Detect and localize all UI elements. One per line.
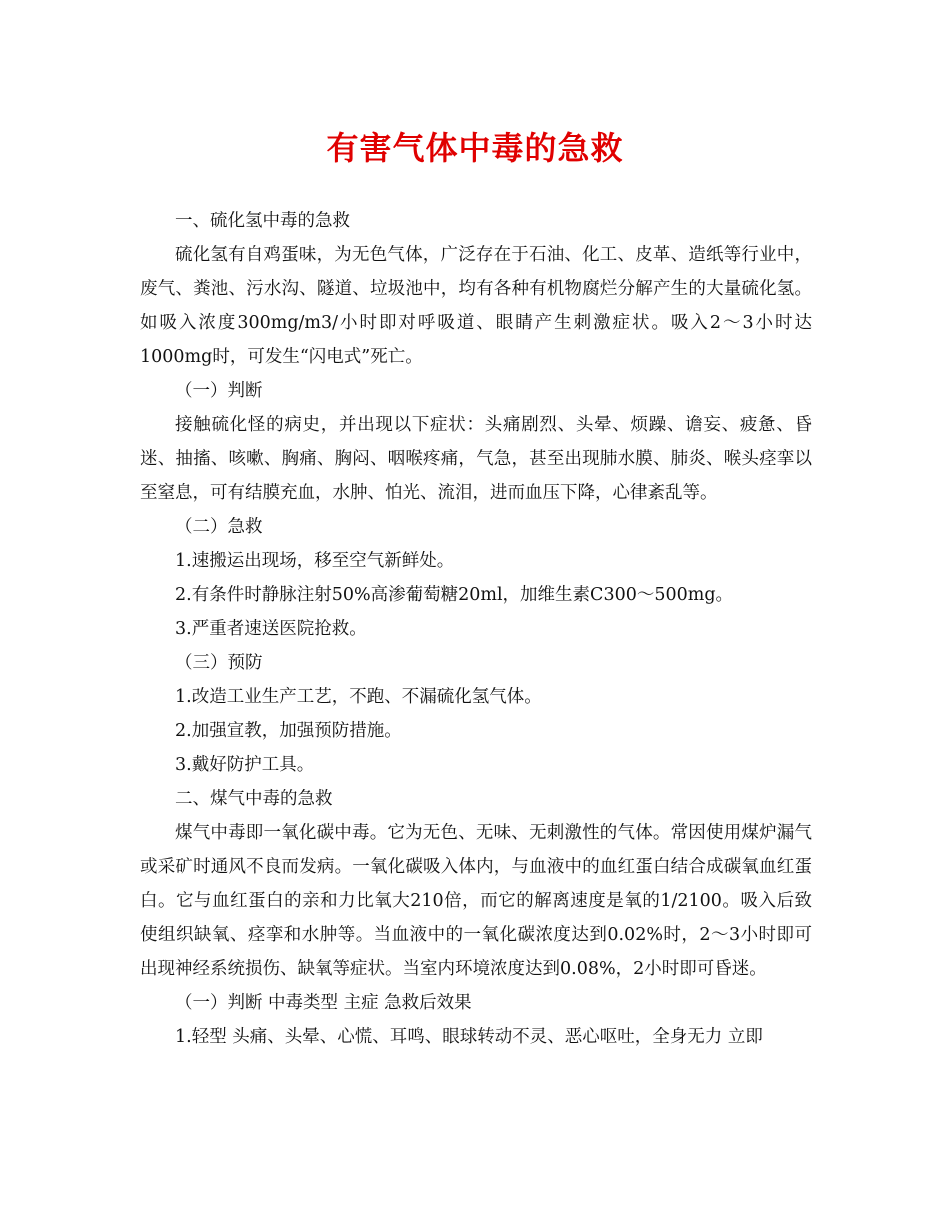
list-item: 1.轻型 头痛、头晕、心慌、耳鸣、眼球转动不灵、恶心呕吐，全身无力 立即 <box>175 1027 763 1047</box>
subsection-heading: （三）预防 <box>175 653 263 673</box>
body-paragraph: 接触硫化怪的病史，并出现以下症状：头痛剧烈、头晕、烦躁、谵妄、疲惫、昏迷、抽搐、咳嗽、胸痛、胸闷、咽喉疼痛，气急，甚至出现肺水膜、肺炎、喉头痉挛以至窒息，可有结膜充血，水肿、怕光、流泪，进而血压下降，心律紊乱等。 <box>140 415 812 503</box>
list-item: 1.速搬运出现场，移至空气新鲜处。 <box>175 551 455 571</box>
section-heading: 二、煤气中毒的急救 <box>175 789 333 809</box>
list-item: 1.改造工业生产工艺，不跑、不漏硫化氢气体。 <box>175 687 542 707</box>
list-item: 3.戴好防护工具。 <box>175 755 315 775</box>
subsection-heading: （一）判断 中毒类型 主症 急救后效果 <box>175 993 472 1013</box>
page-title: 有害气体中毒的急救 <box>326 129 624 167</box>
subsection-heading: （一）判断 <box>175 381 263 401</box>
document-body <box>140 204 812 1054</box>
list-item: 2.有条件时静脉注射50%高渗葡萄糖20ml，加维生素C300～500mg。 <box>175 585 734 605</box>
subsection-heading: （二）急救 <box>175 517 263 537</box>
list-item: 3.严重者速送医院抢救。 <box>175 619 367 639</box>
body-paragraph: 硫化氢有自鸡蛋味，为无色气体，广泛存在于石油、化工、皮革、造纸等行业中，废气、粪池、污水沟、隧道、垃圾池中，均有各种有机物腐烂分解产生的大量硫化氢。如吸入浓度300mg/m3/小时即对呼吸道、眼睛产生刺激症状。吸入2～3小时达1000mg时，可发生“闪电式”死亡。 <box>140 245 812 367</box>
body-paragraph: 煤气中毒即一氧化碳中毒。它为无色、无味、无刺激性的气体。常因使用煤炉漏气或采矿时通风不良而发病。一氧化碳吸入体内，与血液中的血红蛋白结合成碳氧血红蛋白。它与血红蛋白的亲和力比氧大210倍，而它的解离速度是氧的1/2100。吸入后致使组织缺氧、痉挛和水肿等。当血液中的一氧化碳浓度达到0.02%时，2～3小时即可出现神经系统损伤、缺氧等症状。当室内环境浓度达到0.08%，2小时即可昏迷。 <box>140 823 812 979</box>
section-heading: 一、硫化氢中毒的急救 <box>175 211 350 231</box>
list-item: 2.加强宣教，加强预防措施。 <box>175 721 402 741</box>
